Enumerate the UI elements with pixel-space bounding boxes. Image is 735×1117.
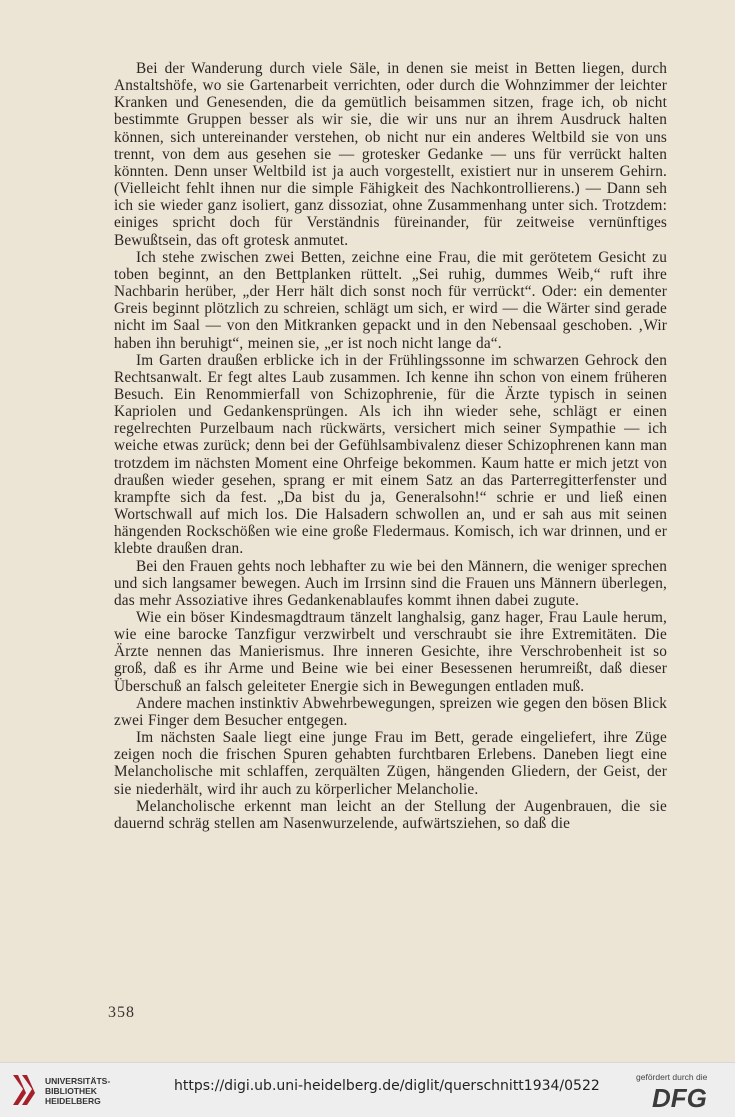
- library-name: [45, 1076, 110, 1106]
- paragraph: Andere machen instinktiv Abwehrbewegungen, spreizen wie gegen den bösen Blick zwei Finger dem Besucher entgegen.: [114, 694, 667, 729]
- paragraph: Melancholische erkennt man leicht an der Stellung der Augenbrauen, die sie dauernd schräg stellen am Nasenwurzelende, aufwärtsziehen, so daß die: [114, 797, 667, 832]
- paragraph: Im Garten draußen erblicke ich in der Frühlingssonne im schwarzen Gehrock den Rechtsanwalt. Er fegt altes Laub zusammen. Ich kenne ihn schon von einem früheren Besuch. Ein Renommierfall von Schizophrenie, für die Ärzte typisch in seinen Kapriolen und Gedankensprüngen. Als ich ihn wieder sehe, schlägt er einen regelrechten Purzelbaum nach rückwärts, versichert mich seiner Sympathie — ich weiche etwas zurück; denn bei der Gefühlsambivalenz dieser Schizophrenen kann man trotzdem im nächsten Moment eine Ohrfeige bekommen. Kaum hatte er mich jetzt von draußen wieder gesehen, sprang er mit einem Satz an das Parterregitterfenster und krampfte sich da fest. „Da bist du ja, Generalsohn!“ schrie er und ließ einen Wortschwall auf mich los. Die Halsadern schwollen an, und er sah aus mit seinen hängenden Rockschößen wie eine große Fledermaus. Komisch, ich war drinnen, und er klebte draußen dran.: [114, 351, 667, 558]
- funding-label: gefördert durch die: [636, 1072, 708, 1082]
- paragraph: Bei den Frauen gehts noch lebhafter zu wie bei den Männern, die weniger sprechen und sich langsamer bewegen. Auch im Irrsinn sind die Frauen uns Männern überlegen, das mehr Assoziative ihres Gedankenablaufes kommt ihnen dabei zugute.: [114, 557, 667, 609]
- university-library-logo-icon[interactable]: [10, 1071, 38, 1109]
- page-number: 358: [108, 1004, 135, 1021]
- library-name-line: HEIDELBERG: [45, 1096, 101, 1106]
- viewer-footer: [0, 1062, 735, 1117]
- dfg-logo[interactable]: DFG: [652, 1083, 707, 1113]
- library-name-line: BIBLIOTHEK: [45, 1086, 97, 1096]
- body-text: [114, 60, 667, 832]
- paragraph: Bei der Wanderung durch viele Säle, in denen sie meist in Betten liegen, durch Anstaltshöfe, wo sie Gartenarbeit verrichten, oder durch die Wohnzimmer der leichter Kranken und Genesenden, die da gemütlich beisammen sitzen, frage ich, ob nicht bestimmte Gruppen besser als wir sie, die wir uns nur an ihrem Ausdruck halten können, sich untereinander verstehen, ob nicht nur ein anderes Weltbild sie von uns trennt, von dem aus gesehen sie — grotesker Gedanke — uns für verrückt halten könnten. Denn unser Weltbild ist ja auch vorgestellt, existiert nur in unserem Gehirn. (Vielleicht fehlt ihnen nur die simple Fähigkeit des Nachkontrollierens.) — Dann seh ich sie wieder ganz isoliert, ganz dissoziat, ohne Zusammenhang unter sich. Trotzdem: einiges spricht doch für Verständnis füreinander, für zeitweise vernünftiges Bewußtsein, das oft grotesk anmutet.: [114, 60, 667, 249]
- permalink-url[interactable]: https://digi.ub.uni-heidelberg.de/diglit/querschnitt1934/0522: [174, 1078, 600, 1094]
- library-name-line: UNIVERSITÄTS-: [45, 1076, 111, 1086]
- paragraph: Wie ein böser Kindesmagdtraum tänzelt langhalsig, ganz hager, Frau Laule herum, wie eine barocke Tanzfigur verzwirbelt und verschraubt sie ihre Extremitäten. Die Ärzte nennen das Manierismus. Ihre inneren Gesichte, ihre Verschrobenheit ist so groß, daß es ihr Arme und Beine wie bei einer Besessenen herumreißt, daß dieser Überschuß an falsch geleiteter Energie sich in Bewegungen entladen muß.: [114, 609, 667, 695]
- paragraph: Im nächsten Saale liegt eine junge Frau im Bett, gerade eingeliefert, ihre Züge zeigen noch die frischen Spuren gehabten furchtbaren Erlebens. Daneben liegt eine Melancholische mit schlaffen, zerquälten Zügen, hängenden Gliedern, der Geist, der sie niederhält, wird ihr auch zu körperlicher Melancholie.: [114, 729, 667, 798]
- paragraph: Ich stehe zwischen zwei Betten, zeichne eine Frau, die mit gerötetem Gesicht zu toben beginnt, an den Bettplanken rüttelt. „Sei ruhig, dummes Weib,“ ruft ihre Nachbarin herüber, „der Herr hält dich sonst noch für verrückt“. Oder: ein dementer Greis beginnt plötzlich zu schreien, schlägt um sich, er wird — die Wärter sind gerade nicht im Saal — von den Mitkranken gepackt und in den Nebensaal geschoben. ‚Wir haben ihn beruhigt“, meinen sie, „er ist noch nicht lange da“.: [114, 248, 667, 352]
